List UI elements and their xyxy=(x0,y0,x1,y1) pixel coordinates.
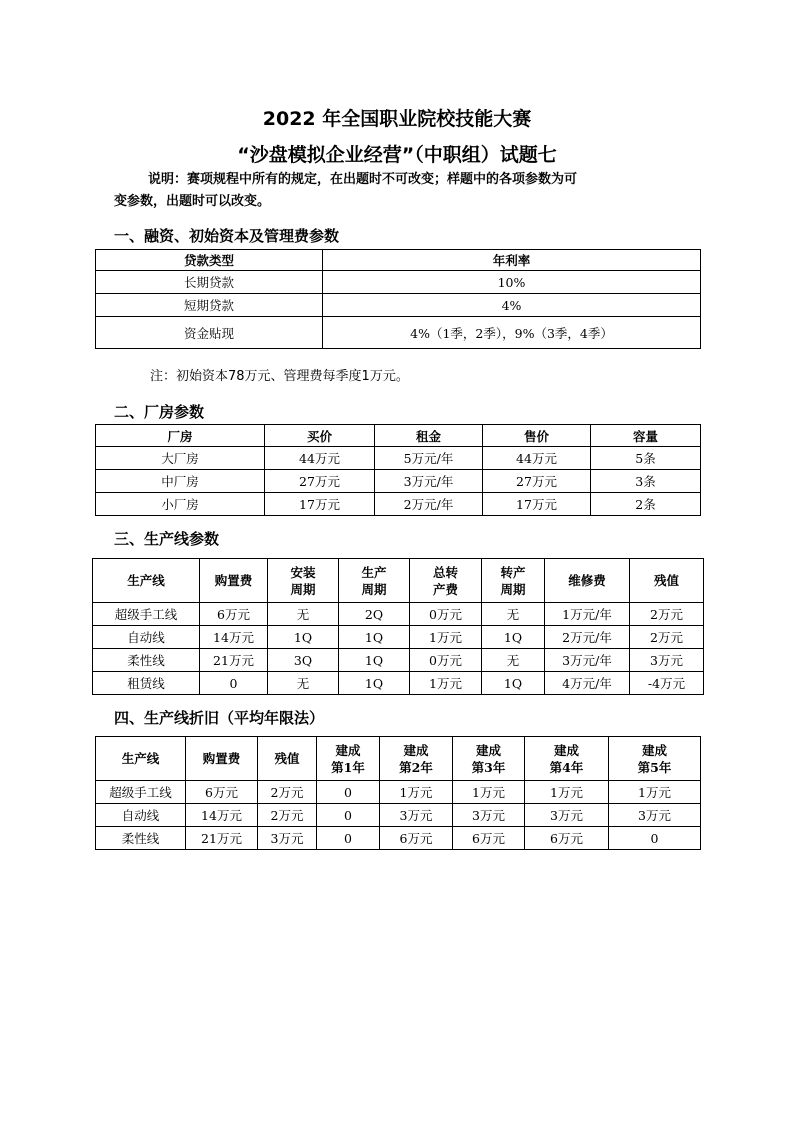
table-cell: 0 xyxy=(317,827,380,850)
table-header-cell: 转产 周期 xyxy=(482,559,545,603)
production-line-table xyxy=(92,558,704,695)
table-row xyxy=(93,672,704,695)
table-cell: 自动线 xyxy=(93,626,200,649)
instruction-note-line2: 变参数，出题时可以改变。 xyxy=(114,194,271,209)
table-cell: 0万元 xyxy=(410,649,482,672)
table-cell: 租赁线 xyxy=(93,672,200,695)
table-cell: 3万元/年 xyxy=(375,470,483,493)
table-cell: 5万元/年 xyxy=(375,447,483,470)
section3-heading: 三、生产线参数 xyxy=(114,530,220,548)
table-row xyxy=(93,649,704,672)
table-row xyxy=(96,294,701,317)
table-header-cell: 购置费 xyxy=(200,559,268,603)
table-header-cell: 年利率 xyxy=(323,250,701,271)
table-cell: 2万元 xyxy=(258,804,317,827)
table-cell: 1万元 xyxy=(380,781,453,804)
document-title-line2: “沙盘模拟企业经营”（中职组）试题七 xyxy=(237,144,557,166)
table-cell: 14万元 xyxy=(200,626,268,649)
table-header-cell: 总转 产费 xyxy=(410,559,482,603)
table-cell: 自动线 xyxy=(96,804,186,827)
table-row xyxy=(96,447,701,470)
table-cell: 6万元 xyxy=(525,827,609,850)
table-row xyxy=(93,626,704,649)
table-cell: 超级手工线 xyxy=(93,603,200,626)
table-cell: 3万元/年 xyxy=(545,649,630,672)
table-cell: 5条 xyxy=(591,447,701,470)
table-cell: 2万元/年 xyxy=(375,493,483,516)
table-cell: 1Q xyxy=(339,649,410,672)
table-cell: 14万元 xyxy=(186,804,258,827)
table-cell: 1Q xyxy=(482,672,545,695)
table-cell: 3万元 xyxy=(258,827,317,850)
table-cell: 3万元 xyxy=(525,804,609,827)
table-cell: 44万元 xyxy=(265,447,375,470)
table-header-cell: 买价 xyxy=(265,425,375,447)
table-cell: 3万元 xyxy=(630,649,704,672)
table-row xyxy=(96,271,701,294)
depreciation-table xyxy=(95,736,701,850)
table-cell: 10% xyxy=(323,271,701,294)
table-cell: 无 xyxy=(268,672,339,695)
table-cell: 2条 xyxy=(591,493,701,516)
table-row xyxy=(96,493,701,516)
table-cell: 1万元 xyxy=(525,781,609,804)
table-cell: 1Q xyxy=(482,626,545,649)
table-cell: 2万元/年 xyxy=(545,626,630,649)
table-header-cell: 建成 第5年 xyxy=(609,737,701,781)
table-cell: 小厂房 xyxy=(96,493,265,516)
financing-table-header xyxy=(96,250,701,271)
table-header-cell: 建成 第2年 xyxy=(380,737,453,781)
table-row xyxy=(96,827,701,850)
table-row xyxy=(96,804,701,827)
table-header-cell: 建成 第4年 xyxy=(525,737,609,781)
capital-footnote: 注：初始资本78万元、管理费每季度1万元。 xyxy=(150,369,409,384)
table-row xyxy=(93,603,704,626)
table-header-cell: 容量 xyxy=(591,425,701,447)
table-cell: 短期贷款 xyxy=(96,294,323,317)
table-cell: 27万元 xyxy=(265,470,375,493)
table-cell: 21万元 xyxy=(200,649,268,672)
table-cell: 6万元 xyxy=(380,827,453,850)
table-cell: 大厂房 xyxy=(96,447,265,470)
table-header-cell: 生产 周期 xyxy=(339,559,410,603)
factory-table xyxy=(95,424,701,516)
table-cell: 超级手工线 xyxy=(96,781,186,804)
table-cell: 1万元 xyxy=(453,781,525,804)
table-cell: 柔性线 xyxy=(93,649,200,672)
table-cell: 4%（1季，2季），9%（3季，4季） xyxy=(323,317,701,349)
table-cell: 4万元/年 xyxy=(545,672,630,695)
instruction-note xyxy=(114,169,674,213)
table-cell: 2万元 xyxy=(258,781,317,804)
document-title-line1: 2022 年全国职业院校技能大赛 xyxy=(262,108,532,130)
table-cell: 6万元 xyxy=(200,603,268,626)
table-header-cell: 建成 第3年 xyxy=(453,737,525,781)
table-cell: 0 xyxy=(200,672,268,695)
table-header-cell: 贷款类型 xyxy=(96,250,323,271)
table-cell: 6万元 xyxy=(186,781,258,804)
table-cell: 1Q xyxy=(339,626,410,649)
table-cell: 1Q xyxy=(339,672,410,695)
table-cell: 1万元 xyxy=(609,781,701,804)
table-cell: 6万元 xyxy=(453,827,525,850)
table-cell: 3条 xyxy=(591,470,701,493)
instruction-note-line1: 说明：赛项规程中所有的规定，在出题时不可改变；样题中的各项参数为可 xyxy=(148,172,578,187)
table-cell: 1万元 xyxy=(410,672,482,695)
section1-heading: 一、融资、初始资本及管理费参数 xyxy=(114,227,340,245)
table-cell: 0 xyxy=(317,781,380,804)
table-cell: 1万元 xyxy=(410,626,482,649)
table-cell: 4% xyxy=(323,294,701,317)
table-cell: 0 xyxy=(609,827,701,850)
table-cell: 资金贴现 xyxy=(96,317,323,349)
table-header-cell: 厂房 xyxy=(96,425,265,447)
table-cell: 无 xyxy=(482,649,545,672)
financing-table xyxy=(95,249,701,349)
table-header-cell: 安装 周期 xyxy=(268,559,339,603)
table-cell: 无 xyxy=(482,603,545,626)
table-header-cell: 建成 第1年 xyxy=(317,737,380,781)
table-cell: 中厂房 xyxy=(96,470,265,493)
table-cell: 17万元 xyxy=(265,493,375,516)
table-cell: 1Q xyxy=(268,626,339,649)
table-cell: 44万元 xyxy=(483,447,591,470)
table-cell: 2万元 xyxy=(630,603,704,626)
table-header-cell: 租金 xyxy=(375,425,483,447)
table-row xyxy=(96,317,701,349)
table-header-cell: 售价 xyxy=(483,425,591,447)
table-header-cell: 维修费 xyxy=(545,559,630,603)
table-header-cell: 生产线 xyxy=(96,737,186,781)
depreciation-table-header xyxy=(96,737,701,781)
table-row xyxy=(96,470,701,493)
table-cell: 2万元 xyxy=(630,626,704,649)
table-row xyxy=(96,781,701,804)
table-cell: 3万元 xyxy=(380,804,453,827)
table-cell: 长期贷款 xyxy=(96,271,323,294)
table-cell: -4万元 xyxy=(630,672,704,695)
section2-heading: 二、厂房参数 xyxy=(114,403,205,421)
factory-table-header xyxy=(96,425,701,447)
table-cell: 0万元 xyxy=(410,603,482,626)
table-cell: 27万元 xyxy=(483,470,591,493)
table-cell: 3万元 xyxy=(609,804,701,827)
table-header-cell: 生产线 xyxy=(93,559,200,603)
table-cell: 3Q xyxy=(268,649,339,672)
table-cell: 3万元 xyxy=(453,804,525,827)
table-cell: 0 xyxy=(317,804,380,827)
table-cell: 2Q xyxy=(339,603,410,626)
table-cell: 17万元 xyxy=(483,493,591,516)
table-cell: 无 xyxy=(268,603,339,626)
table-header-cell: 残值 xyxy=(630,559,704,603)
table-cell: 柔性线 xyxy=(96,827,186,850)
production-line-table-header xyxy=(93,559,704,603)
section4-heading: 四、生产线折旧（平均年限法） xyxy=(114,709,325,727)
table-cell: 1万元/年 xyxy=(545,603,630,626)
table-cell: 21万元 xyxy=(186,827,258,850)
table-header-cell: 购置费 xyxy=(186,737,258,781)
table-header-cell: 残值 xyxy=(258,737,317,781)
